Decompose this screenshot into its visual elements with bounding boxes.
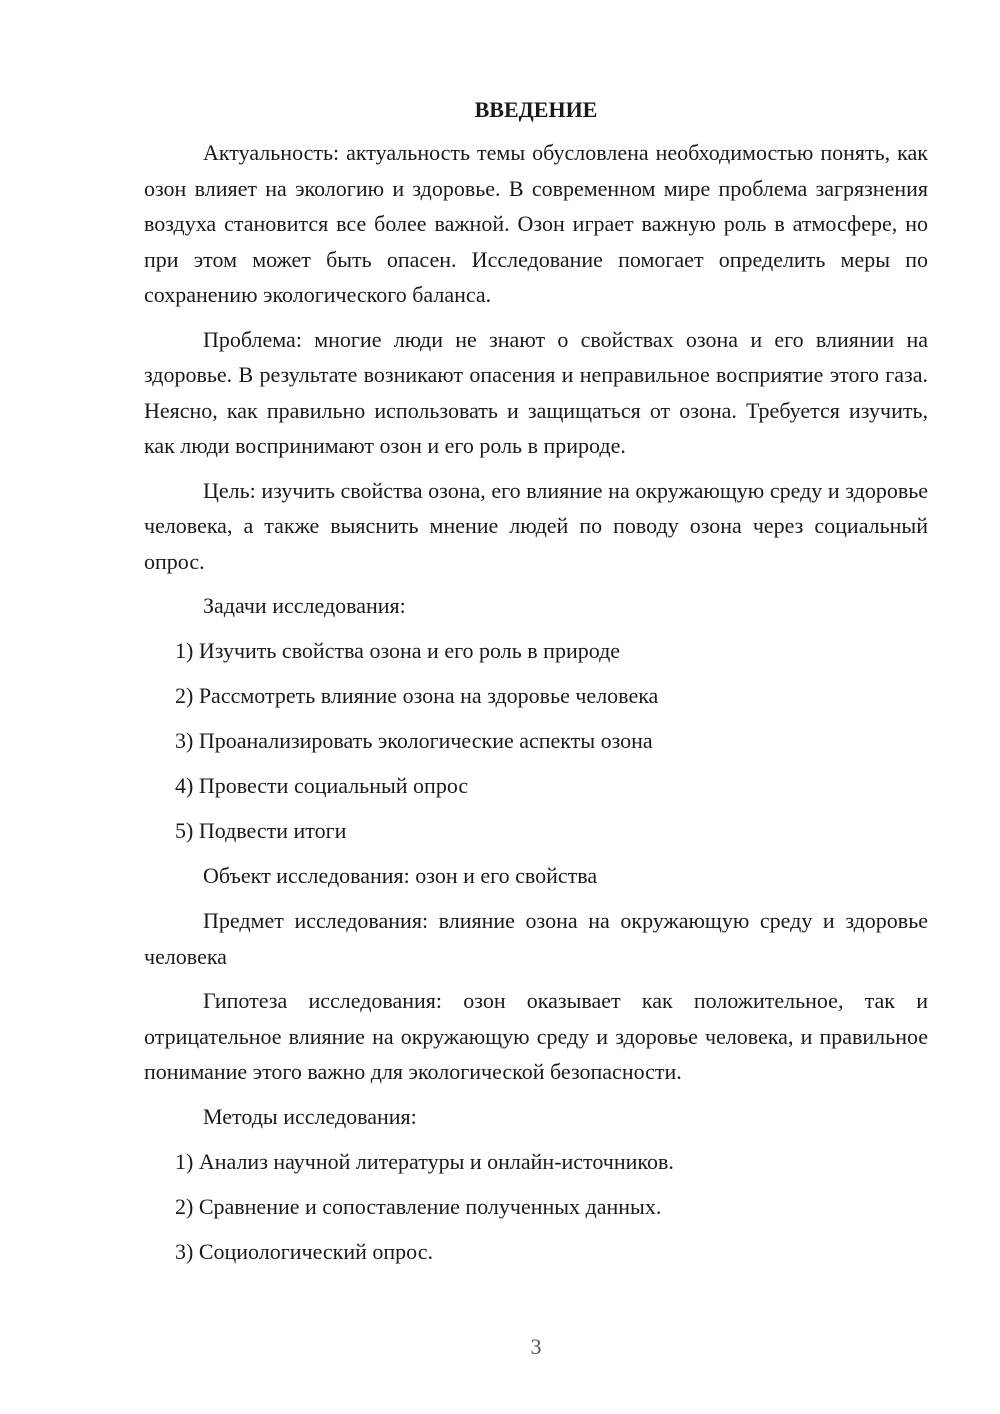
list-item: 2) Рассмотреть влияние озона на здоровье человека [175, 683, 659, 708]
list-item: 4) Провести социальный опрос [175, 773, 469, 798]
hypothesis-paragraph: Гипотеза исследования: озон оказывает как положительное, так и отрицательное влияние на окружающую среду и здоровье человека, и правильное понимание этого важно для экологической безопасности. [144, 988, 928, 1084]
problem-paragraph: Проблема: многие люди не знают о свойствах озона и его влиянии на здоровье. В результате возникают опасения и неправильное восприятие этого газа. Неясно, как правильно использовать и защищаться от озона. Требуется изучить, как люди воспринимают озон и его роль в природе. [144, 326, 928, 458]
page-number: 3 [530, 1334, 542, 1359]
tasks-heading: Задачи исследования: [203, 593, 406, 618]
tasks-list [144, 633, 928, 849]
list-item: 3) Социологический опрос. [175, 1238, 433, 1264]
list-item: 1) Изучить свойства озона и его роль в природе [175, 638, 621, 663]
relevance-paragraph: Актуальность: актуальность темы обусловлена необходимостью понять, как озон влияет на экологию и здоровье. В современном мире проблема загрязнения воздуха становится все более важной. Озон играет важную роль в атмосфере, но при этом может быть опасен. Исследование помогает определить меры по сохранению экологического баланса. [144, 140, 928, 307]
list-item: 2) Сравнение и сопоставление полученных данных. [175, 1193, 662, 1219]
object-line: Объект исследования: озон и его свойства [203, 863, 598, 888]
methods-list [144, 1144, 928, 1270]
list-item: 5) Подвести итоги [175, 818, 347, 843]
list-item: 3) Проанализировать экологические аспекты озона [175, 728, 653, 753]
subject-paragraph: Предмет исследования: влияние озона на окружающую среду и здоровье человека [144, 908, 928, 969]
section-title: ВВЕДЕНИЕ [474, 97, 598, 122]
document-page [144, 93, 928, 1279]
list-item: 1) Анализ научной литературы и онлайн-источников. [175, 1148, 674, 1174]
methods-heading: Методы исследования: [203, 1103, 417, 1129]
goal-paragraph: Цель: изучить свойства озона, его влияние на окружающую среду и здоровье человека, а также выяснить мнение людей по поводу озона через социальный опрос. [144, 477, 928, 574]
